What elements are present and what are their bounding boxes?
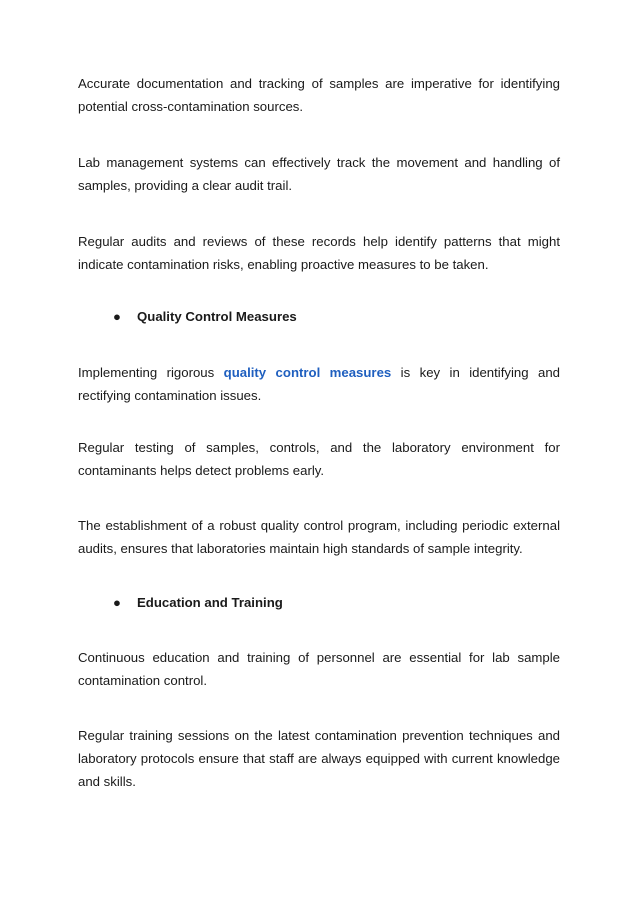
paragraph-qc-program: The establishment of a robust quality control program, including periodic external audits, ensures that laboratories maintain high standards of sample integrity. bbox=[78, 518, 560, 556]
quality-control-measures-link[interactable]: quality control measures bbox=[223, 365, 392, 380]
bullet-heading-education-training bbox=[113, 591, 283, 614]
bullet-dot-icon: ● bbox=[113, 309, 121, 324]
paragraph-regular-testing: Regular testing of samples, controls, and the laboratory environment for contaminants helps detect problems early. bbox=[78, 440, 560, 478]
bullet-heading-label: Education and Training bbox=[137, 595, 283, 610]
paragraph-regular-training: Regular training sessions on the latest contamination prevention techniques and laboratory protocols ensure that staff are always equipped with current knowledge and skills. bbox=[78, 728, 560, 789]
paragraph-lab-management-systems: Lab management systems can effectively track the movement and handling of samples, providing a clear audit trail. bbox=[78, 155, 560, 193]
bullet-heading-quality-control bbox=[113, 305, 297, 328]
paragraph-continuous-education: Continuous education and training of personnel are essential for lab sample contamination control. bbox=[78, 650, 560, 688]
paragraph-documentation-tracking: Accurate documentation and tracking of samples are imperative for identifying potential cross-contamination sources. bbox=[78, 76, 560, 114]
paragraph-text-before-link: Implementing rigorous bbox=[78, 365, 224, 380]
bullet-heading-label: Quality Control Measures bbox=[137, 309, 297, 324]
paragraph-text-after-link: is key in identifying and rectifying contamination issues. bbox=[78, 365, 561, 403]
paragraph-regular-audits: Regular audits and reviews of these records help identify patterns that might indicate contamination risks, enabling proactive measures to be taken. bbox=[78, 234, 560, 272]
bullet-dot-icon: ● bbox=[113, 595, 121, 610]
paragraph-implementing-qc bbox=[78, 361, 560, 407]
